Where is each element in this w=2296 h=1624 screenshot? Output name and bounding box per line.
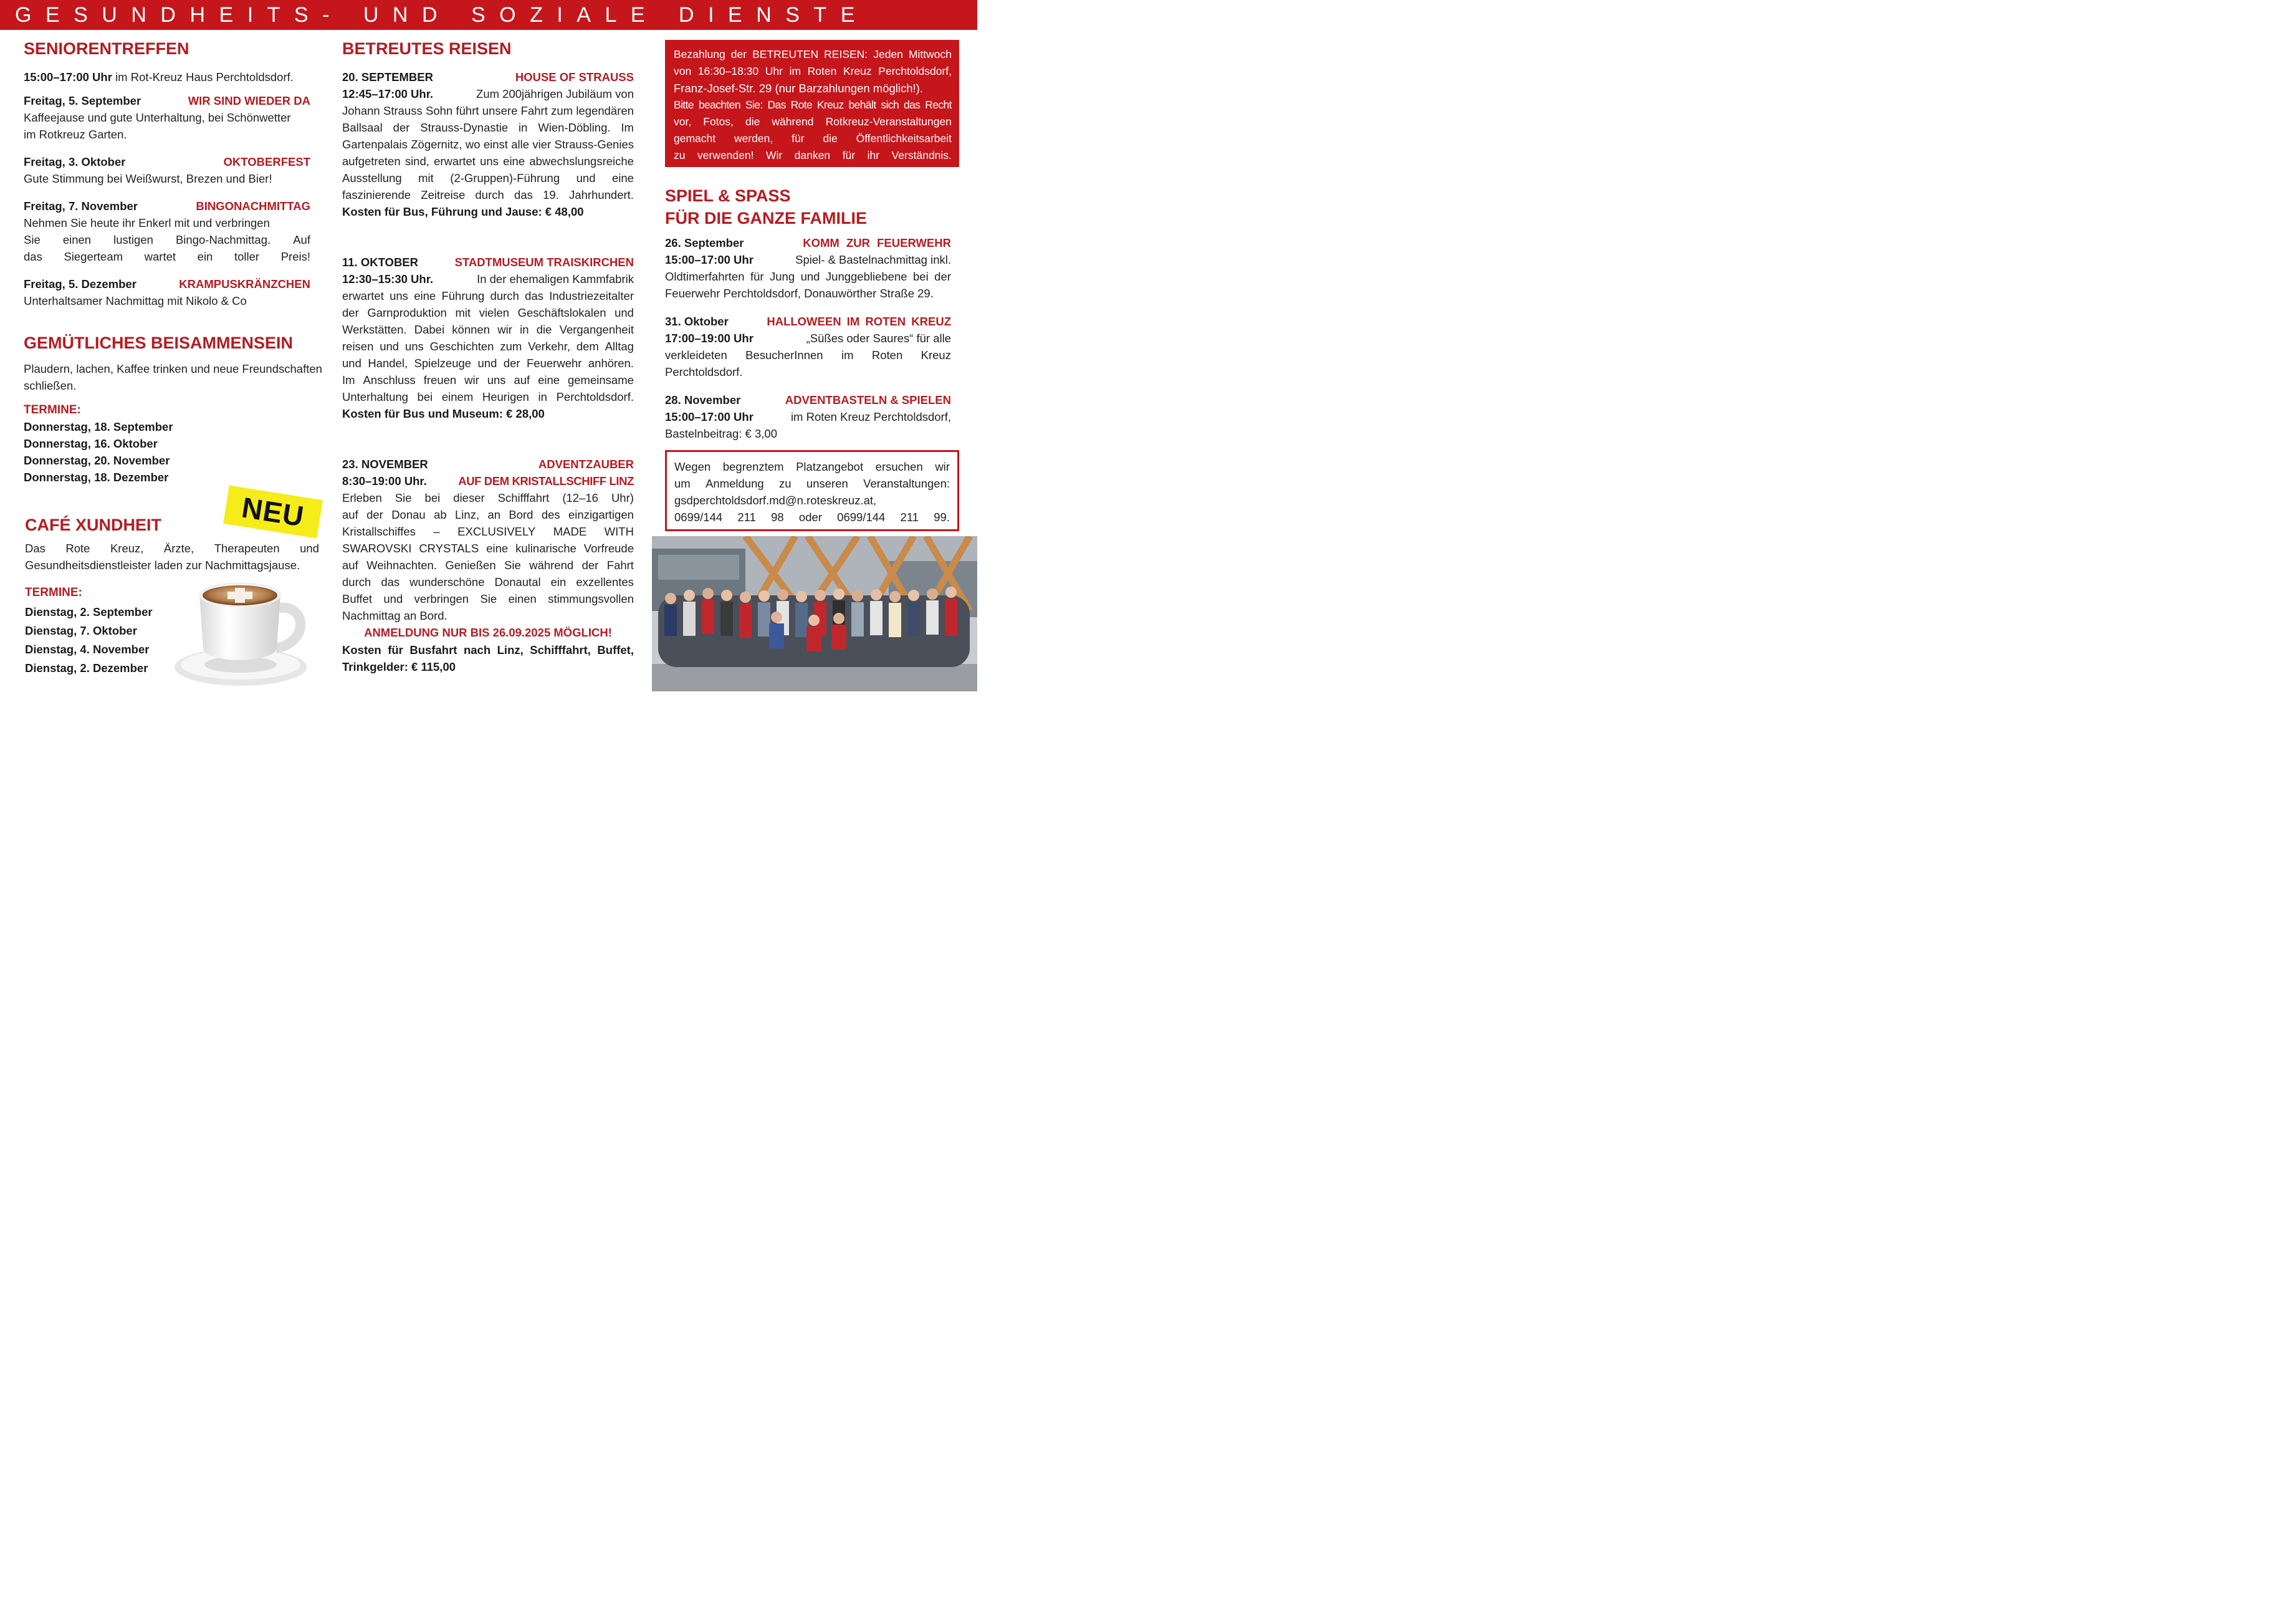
familie-section — [665, 185, 951, 442]
event-text: Sie einen lustigen Bingo-Nachmittag. Auf — [24, 233, 310, 246]
event-text: im Roten Kreuz Perchtoldsdorf, — [790, 410, 951, 423]
beisammensein-text: Plaudern, lachen, Kaffee trinken und neue Freundschaften — [24, 362, 322, 375]
event-title: WIR SIND WIEDER DA — [188, 94, 310, 107]
termin-date: Dienstag, 4. November — [25, 643, 150, 656]
trip-text: auf Weihnachten. Genießen Sie während der Fahrt — [342, 559, 634, 572]
trip-text: erwartet uns eine Führung durch das Industriezeitalter — [342, 289, 634, 302]
payment-text: vor, Fotos, die während Rotkreuz-Veranstaltungen — [674, 115, 952, 128]
trip-time: 12:45–17:00 Uhr. — [342, 87, 434, 100]
trip-text: faszinierende Zeitreise durch das 19. Jahrhundert. — [342, 188, 634, 201]
event-text: das Siegerteam wartet ein toller Preis! — [24, 250, 310, 263]
group-photo — [652, 536, 977, 691]
event-text: Perchtoldsdorf. — [665, 365, 743, 378]
trip-block — [342, 456, 634, 675]
event-time: 15:00–17:00 Uhr — [665, 410, 753, 423]
event-text: „Süßes oder Saures“ für alle — [806, 332, 951, 345]
beisammensein-text: schließen. — [24, 379, 77, 392]
event-time: 15:00–17:00 Uhr — [665, 253, 753, 266]
trip-cost: Kosten für Busfahrt nach Linz, Schifffahrt, Buffet, — [342, 643, 634, 656]
event-text: Spiel- & Bastelnachmittag inkl. — [795, 253, 951, 266]
event-text: Gute Stimmung bei Weißwurst, Brezen und Bier! — [24, 172, 272, 185]
trip-text: Erleben Sie bei dieser Schifffahrt (12–16 Uhr) — [342, 491, 634, 504]
seniorentreffen-section — [24, 39, 310, 309]
trip-block — [342, 69, 634, 220]
seniorentreffen-intro — [24, 69, 310, 85]
trip-title: ADVENTZAUBER — [538, 458, 634, 471]
payment-text: Franz-Josef-Str. 29 (nur Barzahlungen möglich!). — [674, 82, 923, 95]
event-block — [24, 92, 310, 143]
event-date: 28. November — [665, 393, 741, 406]
trip-time: 12:30–15:30 Uhr. — [342, 272, 434, 286]
seniorentreffen-heading: SENIORENTREFFEN — [24, 39, 189, 58]
trip-block — [342, 254, 634, 422]
trip-text: Nachmittag an Bord. — [342, 609, 447, 622]
trip-text: durch das wunderschöne Donautal ein exzellentes — [342, 575, 634, 589]
trip-text: reisen und uns Geschichten zum Verkehr, dem Alltag — [342, 340, 634, 353]
trip-text: Ballsaal der Strauss-Dynastie in Wien-Döbling. Im — [342, 121, 634, 134]
trip-text: Im Anschluss freuen wir uns auf eine gemeinsame — [342, 373, 634, 387]
page-title: GESUNDHEITS- UND SOZIALE DIENSTE — [15, 3, 869, 27]
registration-phone: 0699/144 211 98 oder 0699/144 211 99. — [674, 511, 950, 524]
event-title: HALLOWEEN IM ROTEN KREUZ — [767, 315, 951, 328]
trip-cost: Trinkgelder: € 115,00 — [342, 660, 456, 673]
registration-info-box — [665, 450, 959, 531]
termin-date: Donnerstag, 18. September — [24, 420, 173, 433]
trip-cost: Kosten für Bus, Führung und Jause: € 48,00 — [342, 205, 584, 218]
event-date: Freitag, 5. September — [24, 94, 141, 107]
familie-heading: SPIEL & SPASS — [665, 186, 791, 205]
event-date: Freitag, 5. Dezember — [24, 277, 136, 291]
beisammensein-section — [24, 333, 329, 486]
trip-text: und Handel, Spielzeuge und der Feuerwehr anhören. — [342, 357, 634, 370]
trip-date: 11. OKTOBER — [342, 256, 419, 269]
event-text: Oldtimerfahrten für Jung und Junggebliebene bei der — [665, 270, 951, 283]
trip-subtitle: AUF DEM KRISTALLSCHIFF LINZ — [458, 474, 634, 488]
termin-date: Dienstag, 7. Oktober — [25, 624, 137, 637]
registration-text: Wegen begrenztem Platzangebot ersuchen wir — [674, 460, 950, 473]
event-text: im Rotkreuz Garten. — [24, 128, 127, 141]
event-title: ADVENTBASTELN & SPIELEN — [785, 393, 951, 406]
termine-label: TERMINE: — [25, 586, 82, 599]
trip-text: Unterhaltung bei einem Heurigen in Perchtoldsdorf. — [342, 390, 634, 403]
trip-text: Kristallschiffes – EXCLUSIVELY MADE WITH — [342, 525, 634, 538]
trip-text: Gartenpalais Zögernitz, wo einst alle vier Strauss-Genies — [342, 138, 634, 151]
event-title: BINGONACHMITTAG — [196, 199, 310, 213]
event-text: Nehmen Sie heute ihr Enkerl mit und verbringen — [24, 216, 270, 229]
event-title: KRAMPUSKRÄNZCHEN — [179, 277, 310, 291]
termin-date: Donnerstag, 16. Oktober — [24, 437, 158, 450]
event-text: Feuerwehr Perchtoldsdorf, Donauwörther Straße 29. — [665, 287, 934, 300]
family-event-block — [665, 313, 951, 380]
termin-date: Donnerstag, 20. November — [24, 454, 170, 467]
trip-text: SWAROVSKI CRYSTALS eine kulinarische Vorfreude — [342, 542, 634, 555]
event-title: OKTOBERFEST — [223, 155, 310, 168]
event-title: KOMM ZUR FEUERWEHR — [803, 236, 951, 249]
family-event-block — [665, 392, 951, 442]
termine-label: TERMINE: — [24, 403, 81, 416]
trip-time: 8:30–19:00 Uhr. — [342, 474, 427, 488]
event-block — [24, 198, 310, 265]
reisen-section — [342, 39, 634, 675]
trip-text: aufgetreten sind, erwartet uns eine abwechslungsreiche — [342, 155, 634, 168]
payment-info-box — [665, 40, 959, 167]
termin-date: Dienstag, 2. September — [25, 605, 153, 618]
intro-time: 15:00–17:00 Uhr — [24, 70, 112, 84]
payment-text: Bezahlung der BETREUTEN REISEN: Jeden Mittwoch — [674, 48, 952, 60]
coffee-cup-image — [173, 574, 309, 689]
event-text: verkleideten BesucherInnen im Roten Kreuz — [665, 348, 951, 362]
registration-text: um Anmeldung zu unseren Veranstaltungen: — [674, 477, 950, 490]
trip-text: Ausstellung mit (2-Gruppen)-Führung und eine — [342, 171, 634, 185]
event-date: 26. September — [665, 236, 744, 249]
payment-text: gemacht werden, für die Öffentlichkeitsarbeit — [674, 132, 952, 145]
payment-text: zu verwenden! Wir danken für ihr Verständnis. — [674, 149, 952, 161]
header-bar — [0, 0, 977, 30]
trip-title: STADTMUSEUM TRAISKIRCHEN — [454, 256, 634, 269]
event-date: Freitag, 3. Oktober — [24, 155, 126, 168]
event-block — [24, 153, 310, 187]
trip-text: Johann Strauss Sohn führt unsere Fahrt zum legendären — [342, 104, 634, 117]
trip-text: Werkstätten. Dabei können wir in die Vergangenheit — [342, 323, 634, 336]
cafe-heading: CAFÉ XUNDHEIT — [25, 516, 162, 534]
cafe-text: Gesundheitsdienstleister laden zur Nachmittagsjause. — [25, 559, 300, 572]
familie-heading: FÜR DIE GANZE FAMILIE — [665, 209, 867, 228]
trip-text: Zum 200jährigen Jubiläum von — [476, 87, 634, 100]
trip-text: Buffet und verbringen Sie einen stimmungsvollen — [342, 592, 634, 605]
payment-text: von 16:30–18:30 Uhr im Roten Kreuz Perchtoldsdorf, — [674, 65, 952, 77]
trip-text: der Garnproduktion mit vielen Geschäftslokalen und — [342, 306, 634, 319]
payment-text: Bitte beachten Sie: Das Rote Kreuz behält sich das Recht — [674, 98, 952, 111]
reisen-heading: BETREUTES REISEN — [342, 39, 512, 58]
family-event-block — [665, 234, 951, 302]
event-text: Unterhaltsamer Nachmittag mit Nikolo & Co — [24, 294, 247, 307]
registration-email: gsdperchtoldsdorf.md@n.roteskreuz.at, — [674, 494, 877, 507]
trip-title: HOUSE OF STRAUSS — [515, 70, 634, 84]
event-text: Bastelnbeitrag: € 3,00 — [665, 427, 777, 440]
intro-location: im Rot-Kreuz Haus Perchtoldsdorf. — [115, 70, 294, 84]
registration-deadline: ANMELDUNG NUR BIS 26.09.2025 MÖGLICH! — [364, 626, 612, 639]
event-date: 31. Oktober — [665, 315, 729, 328]
trip-text: In der ehemaligen Kammfabrik — [477, 272, 634, 286]
termin-date: Dienstag, 2. Dezember — [25, 661, 148, 675]
cafe-text: Das Rote Kreuz, Ärzte, Therapeuten und — [25, 542, 319, 555]
trip-cost: Kosten für Bus und Museum: € 28,00 — [342, 407, 545, 420]
event-date: Freitag, 7. November — [24, 199, 138, 213]
beisammensein-heading: GEMÜTLICHES BEISAMMENSEIN — [24, 334, 294, 352]
trip-text: auf der Donau ab Linz, an Bord des einzigartigen — [342, 508, 634, 521]
event-block — [24, 276, 310, 309]
new-badge: NEU — [223, 485, 323, 538]
trip-date: 20. SEPTEMBER — [342, 70, 433, 84]
termin-date: Donnerstag, 18. Dezember — [24, 471, 169, 484]
event-time: 17:00–19:00 Uhr — [665, 332, 753, 345]
trip-date: 23. NOVEMBER — [342, 458, 428, 471]
event-text: Kaffeejause und gute Unterhaltung, bei Schönwetter — [24, 111, 291, 124]
